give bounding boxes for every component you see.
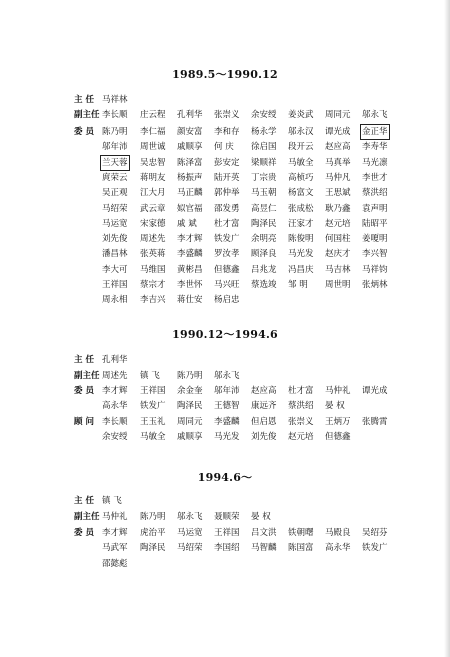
member-name: 周世明	[325, 280, 351, 290]
member-name: 李长顺	[102, 110, 128, 120]
member-name: 孔利华	[177, 110, 203, 120]
member-name: 张炳林	[362, 280, 388, 290]
member-name: 马仲凡	[325, 172, 351, 183]
member-name: 姒官福	[177, 203, 203, 214]
role-label: 副主任	[74, 371, 100, 381]
member-name: 余明亮	[251, 234, 277, 245]
member-name: 何 庆	[214, 142, 234, 153]
member-name: 谭光成	[362, 386, 388, 396]
member-name: 李才辉	[102, 528, 128, 538]
member-name: 吴忠智	[140, 157, 166, 168]
member-name: 赵庆才	[325, 249, 351, 260]
member-name: 刘先俊	[102, 234, 128, 245]
member-name: 陆昭平	[362, 218, 388, 229]
member-name: 李盛麟	[214, 417, 240, 427]
member-name: 铁发广	[362, 543, 388, 554]
member-name: 余安绶	[102, 432, 128, 443]
member-name: 戚顺享	[177, 142, 203, 153]
member-name: 马武军	[102, 543, 128, 554]
member-name: 聂顺荣	[214, 512, 240, 522]
member-name: 张英蒋	[140, 249, 166, 260]
member-name: 姜炎武	[288, 110, 314, 120]
member-name: 杨永学	[251, 127, 277, 137]
member-name: 马祥林	[102, 95, 128, 105]
member-name: 庄云程	[140, 110, 166, 120]
member-name: 高昱仁	[251, 203, 277, 214]
member-name: 杜才富	[288, 386, 314, 396]
member-name: 李世才	[362, 172, 388, 183]
member-name: 吴绍芬	[362, 528, 388, 538]
member-name: 李国绍	[214, 543, 240, 554]
member-name: 张崇义	[288, 417, 314, 427]
member-name: 王玉礼	[140, 417, 166, 427]
member-name: 赵应高	[251, 386, 277, 396]
member-name: 杨启忠	[214, 295, 240, 306]
member-name: 王思斌	[325, 188, 351, 199]
member-name: 王祥国	[140, 386, 166, 396]
member-name: 马维国	[140, 264, 166, 275]
period-heading: 1994.6～	[197, 471, 253, 484]
member-name: 周同元	[325, 110, 351, 120]
member-name: 余安绶	[251, 110, 277, 120]
member-name: 马运宽	[177, 528, 203, 538]
member-name: 刘先俊	[251, 432, 277, 443]
role-label: 主 任	[74, 355, 94, 365]
member-name: 蔡洪绍	[362, 188, 388, 199]
member-name: 马运宽	[102, 218, 128, 229]
member-name: 马绍荣	[102, 203, 128, 214]
member-name: 蔡宗才	[140, 280, 166, 290]
member-name: 马祥钧	[362, 264, 388, 275]
member-name: 蒋明友	[140, 172, 166, 183]
member-name: 邵懿彪	[102, 558, 128, 569]
member-name: 晏 权	[325, 401, 345, 412]
member-name: 马光发	[288, 249, 314, 260]
member-name: 王炳万	[325, 417, 351, 427]
member-name: 黄彬昌	[177, 264, 203, 275]
member-name: 江大月	[140, 188, 166, 199]
member-name: 李世怀	[177, 280, 203, 290]
member-name: 邬年沛	[214, 386, 240, 396]
member-name: 李寿华	[362, 142, 388, 153]
member-name: 高永华	[102, 401, 128, 412]
member-name: 陶泽民	[140, 543, 166, 554]
member-name: 赵元培	[325, 218, 351, 229]
member-name: 周永相	[102, 295, 128, 306]
member-name: 邬永汉	[288, 127, 314, 137]
member-name: 陈泽富	[177, 157, 203, 168]
member-name: 虎治平	[140, 528, 166, 538]
member-name: 周同元	[177, 417, 203, 427]
member-name: 康远齐	[251, 401, 277, 412]
member-name: 邬年沛	[102, 142, 128, 153]
member-name: 杨振声	[177, 172, 203, 183]
member-name: 杨富文	[288, 188, 314, 199]
member-name: 高永华	[325, 543, 351, 554]
member-name: 李兴智	[362, 249, 388, 260]
member-name: 赵应高	[325, 142, 351, 153]
role-label: 委 员	[74, 127, 94, 137]
member-name: 蒋仕安	[177, 295, 203, 306]
member-name: 周世诚	[140, 142, 166, 153]
member-name: 戚顺享	[177, 432, 203, 443]
member-name: 但启恩	[251, 417, 277, 427]
member-name: 李和存	[214, 127, 240, 137]
member-name: 袁声明	[362, 203, 388, 214]
member-name: 王祥国	[214, 528, 240, 538]
member-name: 李长顺	[102, 417, 128, 427]
member-name: 马敏全	[140, 432, 166, 443]
member-name: 马殿良	[325, 528, 351, 538]
member-name: 谭光成	[325, 127, 351, 137]
member-name: 马绍荣	[177, 543, 203, 554]
member-name: 李大可	[102, 264, 128, 275]
role-label: 顾 问	[74, 417, 94, 427]
member-name: 颜安富	[177, 127, 203, 137]
member-name: 陶泽民	[177, 401, 203, 412]
member-name: 冯昌庆	[288, 264, 314, 275]
member-name: 张崇义	[214, 110, 240, 120]
role-label: 副主任	[74, 110, 100, 120]
member-name: 晏 权	[251, 512, 271, 522]
member-name: 丁宗贵	[251, 172, 277, 183]
member-name: 李吉兴	[140, 295, 166, 306]
member-name: 梁顺祥	[251, 157, 277, 168]
member-name: 蔡选竣	[251, 280, 277, 290]
role-label: 副主任	[74, 512, 100, 522]
member-name: 马仲礼	[102, 512, 128, 522]
member-name: 余金奎	[177, 386, 203, 396]
member-name: 陆开英	[214, 172, 240, 183]
member-name: 彭安定	[214, 157, 240, 168]
member-name: 马真举	[325, 157, 351, 168]
member-name-boxed: 兰天蓉	[102, 157, 128, 168]
member-name: 赵元培	[288, 432, 314, 443]
period-heading: 1990.12～1994.6	[172, 328, 278, 341]
member-name: 蔡洪绍	[288, 401, 314, 412]
member-name: 宋家德	[140, 218, 166, 229]
member-name: 邬永飞	[214, 371, 240, 381]
role-label: 委 员	[74, 386, 94, 396]
member-name: 邬永飞	[362, 110, 388, 120]
member-name: 陈乃明	[102, 127, 128, 137]
member-name-boxed: 金正华	[362, 127, 388, 137]
member-name: 耿乃鑫	[325, 203, 351, 214]
member-name: 杜才富	[214, 218, 240, 229]
member-name: 马玉朝	[251, 188, 277, 199]
member-name: 张腾霄	[362, 417, 388, 427]
member-name: 但德鑫	[325, 432, 351, 443]
member-name: 马正麟	[177, 188, 203, 199]
member-name: 戚 斌	[177, 218, 197, 229]
member-name: 李才辉	[177, 234, 203, 245]
member-name: 罗汝孝	[214, 249, 240, 260]
member-name: 汪家才	[288, 218, 314, 229]
member-name: 潘昌林	[102, 249, 128, 260]
member-name: 周述先	[102, 371, 128, 381]
page-edge-shadow	[444, 0, 450, 657]
member-name: 吕兆龙	[251, 264, 277, 275]
member-name: 马光凛	[362, 157, 388, 168]
member-name: 马吉林	[325, 264, 351, 275]
member-name: 顾泽良	[251, 249, 277, 260]
member-name: 马兴旺	[214, 280, 240, 290]
member-name: 王德智	[214, 401, 240, 412]
member-name: 李才辉	[102, 386, 128, 396]
member-name: 马敏全	[288, 157, 314, 168]
member-name: 吕文洪	[251, 528, 277, 538]
member-name: 铁发广	[140, 401, 166, 412]
member-name: 镇 飞	[102, 496, 122, 506]
member-name: 陈乃明	[177, 371, 203, 381]
role-label: 主 任	[74, 95, 94, 105]
member-name: 武云章	[140, 203, 166, 214]
member-name: 马仲礼	[325, 386, 351, 396]
member-name: 邹 明	[288, 280, 308, 290]
member-name: 王祥国	[102, 280, 128, 290]
member-name: 周述先	[140, 234, 166, 245]
member-name: 邬永飞	[177, 512, 203, 522]
member-name: 郭仲举	[214, 188, 240, 199]
member-name: 张成松	[288, 203, 314, 214]
role-label: 委 员	[74, 528, 94, 538]
member-name: 吴正观	[102, 188, 128, 199]
member-name: 但德鑫	[214, 264, 240, 275]
period-heading: 1989.5～1990.12	[172, 68, 278, 81]
member-name: 庹荣云	[102, 172, 128, 183]
member-name: 铁朝曙	[288, 528, 314, 538]
member-name: 何国柱	[325, 234, 351, 245]
member-name: 陈国富	[288, 543, 314, 554]
member-name: 段开云	[288, 142, 314, 153]
member-name: 马光发	[214, 432, 240, 443]
member-name: 孔利华	[102, 355, 128, 365]
member-name: 李盛麟	[177, 249, 203, 260]
member-name: 陈俊明	[288, 234, 314, 245]
member-name: 铁发广	[214, 234, 240, 245]
member-name: 李仁福	[140, 127, 166, 137]
member-name: 邵发勇	[214, 203, 240, 214]
role-label: 主 任	[74, 496, 94, 506]
member-name: 镇 飞	[140, 371, 160, 381]
member-name: 姜嗄明	[362, 234, 388, 245]
member-name: 徐启国	[251, 142, 277, 153]
member-name: 陈乃明	[140, 512, 166, 522]
member-name: 马智麟	[251, 543, 277, 554]
member-name: 高桢巧	[288, 172, 314, 183]
member-name: 陶泽民	[251, 218, 277, 229]
